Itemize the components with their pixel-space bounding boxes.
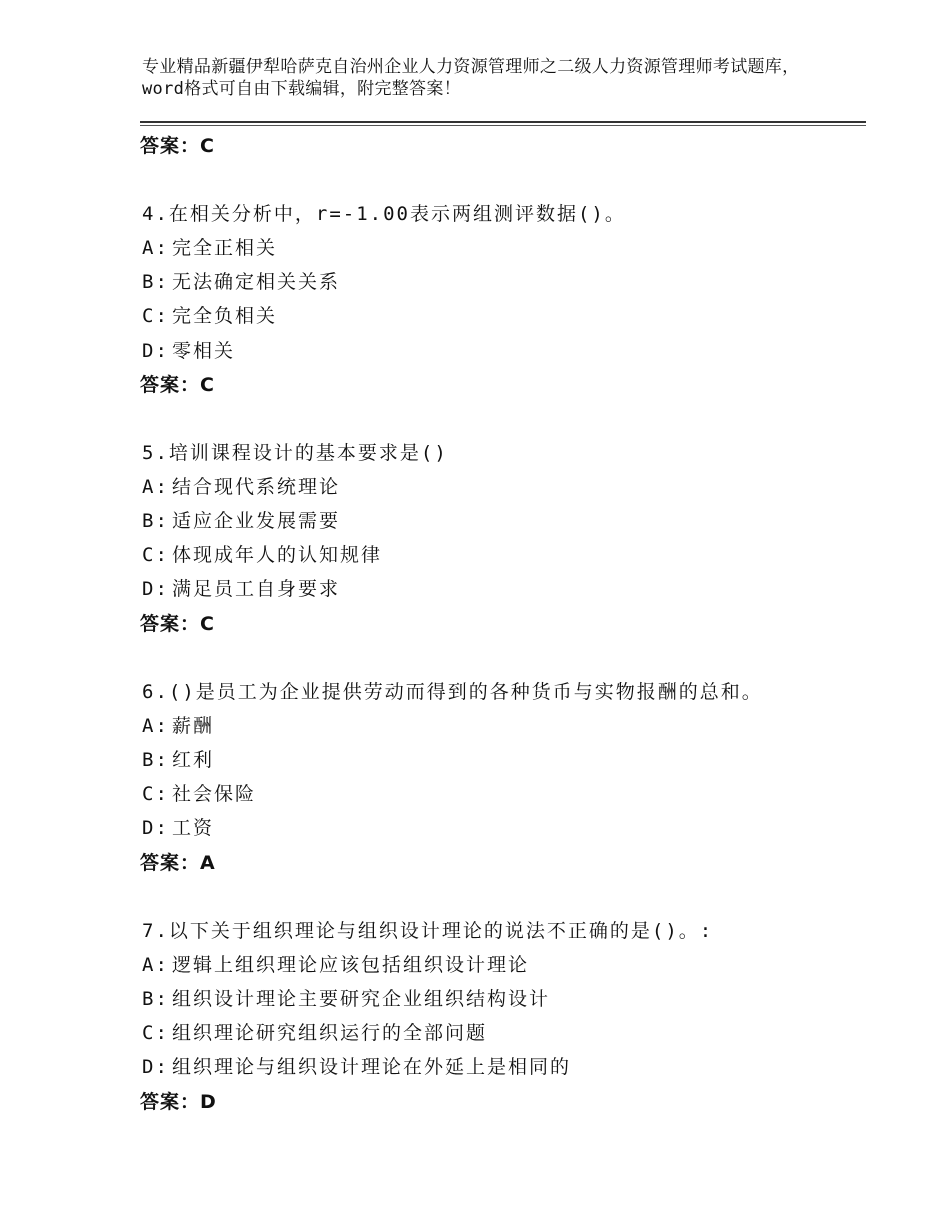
option-letter: C: <box>142 1022 169 1044</box>
option-letter: D: <box>142 1056 169 1078</box>
option-text: 无法确定相关关系 <box>172 271 341 293</box>
question-option <box>142 779 256 806</box>
option-text: 完全正相关 <box>172 237 278 259</box>
header-divider-thick <box>140 121 866 123</box>
question-option <box>142 813 214 840</box>
option-letter: D: <box>142 578 169 600</box>
option-text: 红利 <box>172 749 215 771</box>
option-text: 体现成年人的认知规律 <box>172 544 383 566</box>
option-letter: A: <box>142 476 169 498</box>
option-letter: B: <box>142 749 169 771</box>
option-letter: B: <box>142 988 169 1010</box>
option-text: 社会保险 <box>172 783 257 805</box>
option-letter: C: <box>142 544 169 566</box>
option-letter: B: <box>142 510 169 532</box>
document-header: 专业精品新疆伊犁哈萨克自治州企业人力资源管理师之二级人力资源管理师考试题库，word格式可自由下载编辑，附完整答案！ <box>142 57 800 99</box>
question-title: 6.()是员工为企业提供劳动而得到的各种货币与实物报酬的总和。 <box>142 681 763 703</box>
option-text: 逻辑上组织理论应该包括组织设计理论 <box>172 954 530 976</box>
option-text: 适应企业发展需要 <box>172 510 341 532</box>
question-title: 5.培训课程设计的基本要求是() <box>142 442 448 464</box>
option-letter: A: <box>142 715 169 737</box>
question-option <box>142 301 277 328</box>
option-text: 组织理论研究组织运行的全部问题 <box>172 1022 488 1044</box>
question-title: 4.在相关分析中，r=-1.00表示两组测评数据()。 <box>142 203 626 225</box>
answer-value: C <box>200 135 215 157</box>
option-letter: D: <box>142 817 169 839</box>
option-text: 组织理论与组织设计理论在外延上是相同的 <box>172 1056 572 1078</box>
answer-value: C <box>200 374 215 396</box>
answer-value: C <box>200 613 215 635</box>
option-letter: B: <box>142 271 169 293</box>
answer-label: 答案： <box>140 613 201 635</box>
option-text: 工资 <box>172 817 215 839</box>
answer-line <box>140 848 216 875</box>
answer-value: D <box>200 1091 217 1113</box>
option-text: 零相关 <box>172 340 236 362</box>
answer-line <box>140 370 215 397</box>
option-letter: A: <box>142 237 169 259</box>
option-letter: C: <box>142 305 169 327</box>
answer-value: A <box>200 852 216 874</box>
option-text: 结合现代系统理论 <box>172 476 341 498</box>
answer-line <box>140 609 215 636</box>
answer-line <box>140 1087 217 1114</box>
header-divider-thin <box>140 125 866 126</box>
question-option <box>142 336 235 363</box>
question-option <box>142 506 340 533</box>
question-option <box>142 711 214 738</box>
question-option <box>142 540 382 567</box>
question-option <box>142 472 340 499</box>
option-text: 完全负相关 <box>172 305 278 327</box>
option-letter: C: <box>142 783 169 805</box>
option-text: 满足员工自身要求 <box>172 578 341 600</box>
question-option <box>142 233 277 260</box>
answer-label: 答案： <box>140 374 201 396</box>
question-option <box>142 950 529 977</box>
option-text: 薪酬 <box>172 715 215 737</box>
answer-label: 答案： <box>140 852 201 874</box>
answer-line <box>140 131 215 158</box>
question-option <box>142 574 340 601</box>
question-option <box>142 984 550 1011</box>
question-option <box>142 1018 487 1045</box>
option-letter: D: <box>142 340 169 362</box>
question-option <box>142 1052 571 1079</box>
answer-label: 答案： <box>140 1091 201 1113</box>
question-option <box>142 267 340 294</box>
question-option <box>142 745 214 772</box>
answer-label: 答案： <box>140 135 201 157</box>
option-text: 组织设计理论主要研究企业组织结构设计 <box>172 988 551 1010</box>
option-letter: A: <box>142 954 169 976</box>
question-title: 7.以下关于组织理论与组织设计理论的说法不正确的是()。: <box>142 920 714 942</box>
